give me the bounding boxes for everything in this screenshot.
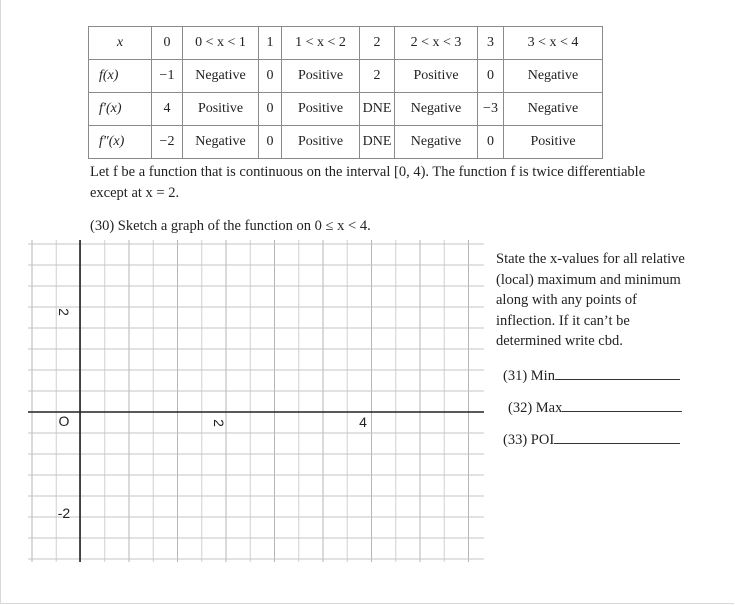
table-cell: Positive — [282, 126, 360, 159]
y-tick-label-neg2: -2 — [57, 505, 71, 521]
table-cell: 0 — [478, 126, 504, 159]
answer-32-max — [508, 399, 682, 417]
table-cell: 0 — [259, 93, 282, 126]
header-cell: 2 — [360, 27, 395, 60]
table-cell: Negative — [395, 93, 478, 126]
table-row-f-double-prime — [89, 126, 603, 159]
answer-label: (33) POI — [503, 432, 555, 448]
table-cell: 4 — [152, 93, 183, 126]
table-cell: DNE — [360, 126, 395, 159]
answer-blank-31[interactable] — [555, 367, 680, 380]
intro-text: Let f be a function that is continuous on the interval [0, 4). The function f is twice differentiable except at x = 2. — [90, 164, 646, 201]
row-label: f(x) — [89, 60, 152, 93]
table-cell: 2 — [360, 60, 395, 93]
table-cell: Positive — [395, 60, 478, 93]
answer-blank-32[interactable] — [562, 399, 682, 412]
answer-blank-33[interactable] — [554, 431, 680, 444]
table-cell: Positive — [282, 60, 360, 93]
table-cell: −1 — [152, 60, 183, 93]
table-cell: 0 — [259, 60, 282, 93]
table-cell: Positive — [504, 126, 603, 159]
header-cell: 3 — [478, 27, 504, 60]
table-cell: −3 — [478, 93, 504, 126]
x-tick-label-2: 2 — [211, 419, 227, 427]
table-cell: Negative — [183, 126, 259, 159]
table-cell: Positive — [183, 93, 259, 126]
header-cell: 1 < x < 2 — [282, 27, 360, 60]
sign-chart-table — [88, 26, 603, 159]
table-cell: 0 — [478, 60, 504, 93]
row-label: f″(x) — [89, 126, 152, 159]
header-cell-x: x — [89, 27, 152, 60]
table-header-row — [89, 27, 603, 60]
answer-label: (32) Max — [508, 400, 563, 416]
graph-grid[interactable] — [28, 240, 484, 562]
x-tick-label-4: 4 — [359, 414, 367, 430]
table-cell: Positive — [282, 93, 360, 126]
header-cell: 2 < x < 3 — [395, 27, 478, 60]
table-cell: 0 — [259, 126, 282, 159]
table-cell: Negative — [504, 93, 603, 126]
instructions-text: State the x-values for all relative (local) maximum and minimum along with any points of inflection. If it can’t be determined write cbd. — [496, 251, 685, 349]
answer-31-min — [503, 367, 680, 385]
answer-label: (31) Min — [503, 368, 555, 384]
table-cell: −2 — [152, 126, 183, 159]
table-row-f — [89, 60, 603, 93]
question-30: (30) Sketch a graph of the function on 0 ≤ x < 4. — [90, 218, 371, 234]
table-cell: Negative — [395, 126, 478, 159]
header-cell: 3 < x < 4 — [504, 27, 603, 60]
table-cell: DNE — [360, 93, 395, 126]
origin-label: O — [58, 413, 70, 429]
y-tick-label-2: 2 — [56, 308, 72, 316]
row-label: f′(x) — [89, 93, 152, 126]
table-cell: Negative — [504, 60, 603, 93]
header-cell: 0 — [152, 27, 183, 60]
table-cell: Negative — [183, 60, 259, 93]
grid-lines — [28, 240, 484, 562]
header-cell: 1 — [259, 27, 282, 60]
header-cell: 0 < x < 1 — [183, 27, 259, 60]
table-row-f-prime — [89, 93, 603, 126]
answer-33-poi — [503, 431, 680, 449]
